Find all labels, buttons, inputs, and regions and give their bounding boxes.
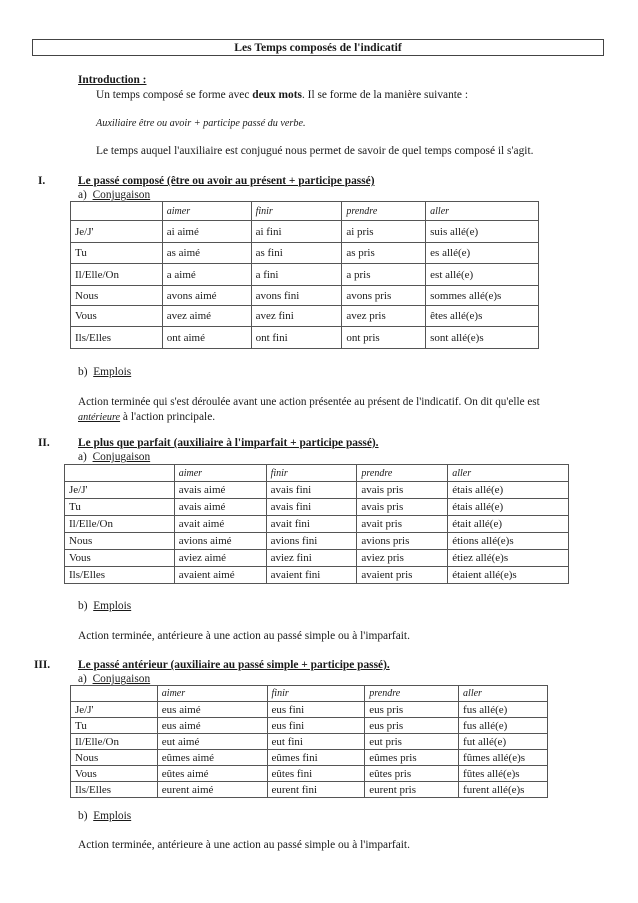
table-cell: suis allé(e) [426, 221, 539, 243]
table-cell: étiez allé(e)s [448, 550, 569, 567]
table-cell: Nous [65, 533, 175, 550]
table-row [71, 306, 539, 327]
table-header-cell: aller [426, 202, 539, 221]
table-row [65, 550, 569, 567]
table-cell: avais fini [266, 499, 357, 516]
section-3-emplois-line-1: Action terminée, antérieure à une action au passé simple ou à l'imparfait. [78, 839, 410, 851]
section-3-sub-b [78, 810, 131, 822]
table-row [65, 567, 569, 584]
table-row [65, 516, 569, 533]
table-row [71, 718, 548, 734]
table-cell: aviez aimé [174, 550, 266, 567]
table-header-cell: finir [267, 686, 365, 702]
table-cell: avez fini [251, 306, 342, 327]
table-cell: Tu [65, 499, 175, 516]
table-cell: fûtes allé(e)s [459, 766, 548, 782]
table-cell: eut aimé [157, 734, 267, 750]
table-header-cell: finir [266, 465, 357, 482]
section-3-heading: Le passé antérieur (auxiliaire au passé simple + participe passé). [78, 659, 390, 671]
table-cell: eus pris [365, 702, 459, 718]
intro-formula: Auxiliaire être ou avoir + participe passé du verbe. [96, 118, 306, 129]
intro-line-1-bold: deux mots [252, 89, 302, 101]
table-cell: avez aimé [162, 306, 251, 327]
table-cell: fut allé(e) [459, 734, 548, 750]
intro-line-1-end: . Il se forme de la manière suivante : [301, 89, 469, 101]
table-cell: sont allé(e)s [426, 327, 539, 349]
table-row [71, 286, 539, 306]
table-row [71, 702, 548, 718]
section-2-heading: Le plus que parfait (auxiliaire à l'imparfait + participe passé). [78, 437, 379, 449]
table-cell: eus aimé [157, 718, 267, 734]
section-3-sub-b-letter: b) [78, 810, 88, 822]
table-cell: avons pris [342, 286, 426, 306]
section-1-emplois-rest: à l'action principale. [120, 411, 216, 423]
table-header-cell: aller [448, 465, 569, 482]
section-3-sub-a-label: Conjugaison [92, 673, 151, 685]
table-header-cell: prendre [342, 202, 426, 221]
table-row [71, 782, 548, 798]
section-1-sub-a-letter: a) [78, 189, 87, 201]
table-cell: Vous [71, 306, 163, 327]
table-cell: avais fini [266, 482, 357, 499]
table-cell: furent allé(e)s [459, 782, 548, 798]
table-cell: a pris [342, 264, 426, 286]
table-cell: eûmes fini [267, 750, 365, 766]
intro-line-1 [96, 89, 468, 101]
section-1-sub-b [78, 366, 131, 378]
table-row [65, 482, 569, 499]
intro-line-3: Le temps auquel l'auxiliaire est conjugué nous permet de savoir de quel temps composé il s'agit. [96, 145, 534, 157]
table-cell: avais aimé [174, 482, 266, 499]
table-cell: avaient pris [357, 567, 448, 584]
table-cell: Je/J' [65, 482, 175, 499]
table-cell: a fini [251, 264, 342, 286]
table-header-cell: aimer [162, 202, 251, 221]
table-cell: Vous [71, 766, 158, 782]
table-cell: avions pris [357, 533, 448, 550]
table-cell: a aimé [162, 264, 251, 286]
section-3-number: III. [34, 659, 51, 671]
table-cell: as fini [251, 243, 342, 264]
table-header-cell: prendre [357, 465, 448, 482]
table-cell: Ils/Elles [65, 567, 175, 584]
table-cell: Je/J' [71, 702, 158, 718]
table-cell: Il/Elle/On [65, 516, 175, 533]
section-1-number: I. [38, 175, 46, 187]
table-header-row [65, 465, 569, 482]
table-cell: as aimé [162, 243, 251, 264]
section-2-sub-b [78, 600, 131, 612]
table-row [71, 750, 548, 766]
table-cell: était allé(e) [448, 516, 569, 533]
table-cell: ont pris [342, 327, 426, 349]
table-cell: avais pris [357, 499, 448, 516]
table-cell: ai fini [251, 221, 342, 243]
table-header-cell [71, 202, 163, 221]
conjugation-table-passe-compose [70, 201, 539, 349]
table-header-row [71, 686, 548, 702]
table-cell: Nous [71, 750, 158, 766]
table-cell: avais aimé [174, 499, 266, 516]
table-cell: eut pris [365, 734, 459, 750]
section-2-emplois-line-1: Action terminée, antérieure à une action au passé simple ou à l'imparfait. [78, 630, 410, 642]
table-cell: eus aimé [157, 702, 267, 718]
table-cell: avions fini [266, 533, 357, 550]
table-cell: fûmes allé(e)s [459, 750, 548, 766]
table-cell: eus fini [267, 702, 365, 718]
section-3-sub-a [78, 673, 150, 685]
table-cell: avais pris [357, 482, 448, 499]
section-1-emplois-italic: antérieure [78, 412, 121, 423]
section-2-sub-b-label: Emplois [93, 600, 132, 612]
table-cell: eurent aimé [157, 782, 267, 798]
conjugation-table-passe-anterieur [70, 685, 548, 798]
table-cell: est allé(e) [426, 264, 539, 286]
table-row [71, 243, 539, 264]
table-cell: as pris [342, 243, 426, 264]
table-cell: eus pris [365, 718, 459, 734]
section-1-sub-a [78, 189, 150, 201]
table-header-cell: aimer [157, 686, 267, 702]
table-cell: avaient fini [266, 567, 357, 584]
table-cell: étions allé(e)s [448, 533, 569, 550]
table-cell: Ils/Elles [71, 782, 158, 798]
table-cell: êtes allé(e)s [426, 306, 539, 327]
table-row [65, 499, 569, 516]
table-cell: eurent pris [365, 782, 459, 798]
table-cell: avait pris [357, 516, 448, 533]
table-cell: avons aimé [162, 286, 251, 306]
section-2-sub-a-letter: a) [78, 451, 87, 463]
table-header-cell: aimer [174, 465, 266, 482]
table-header-row [71, 202, 539, 221]
section-1-sub-b-letter: b) [78, 366, 88, 378]
table-cell: avaient aimé [174, 567, 266, 584]
table-cell: Il/Elle/On [71, 264, 163, 286]
section-2-number: II. [38, 437, 50, 449]
section-1-sub-b-label: Emplois [93, 366, 132, 378]
table-cell: eus fini [267, 718, 365, 734]
section-1-emplois-line-2 [78, 411, 215, 423]
table-row [71, 734, 548, 750]
table-cell: Ils/Elles [71, 327, 163, 349]
table-header-cell: aller [459, 686, 548, 702]
intro-heading: Introduction : [78, 74, 147, 86]
table-cell: eurent fini [267, 782, 365, 798]
table-cell: eûtes fini [267, 766, 365, 782]
table-header-cell: prendre [365, 686, 459, 702]
table-row [65, 533, 569, 550]
section-1-sub-a-label: Conjugaison [92, 189, 151, 201]
table-cell: ont fini [251, 327, 342, 349]
section-3-sub-b-label: Emplois [93, 810, 132, 822]
table-cell: avait fini [266, 516, 357, 533]
table-cell: étais allé(e) [448, 499, 569, 516]
section-2-sub-b-letter: b) [78, 600, 88, 612]
table-cell: avons fini [251, 286, 342, 306]
table-row [71, 766, 548, 782]
table-cell: Tu [71, 243, 163, 264]
table-cell: avions aimé [174, 533, 266, 550]
table-cell: es allé(e) [426, 243, 539, 264]
section-3-sub-a-letter: a) [78, 673, 87, 685]
table-row [71, 221, 539, 243]
table-cell: ont aimé [162, 327, 251, 349]
table-cell: Nous [71, 286, 163, 306]
table-cell: ai pris [342, 221, 426, 243]
table-cell: fus allé(e) [459, 718, 548, 734]
conjugation-table-plus-que-parfait [64, 464, 569, 584]
table-cell: aviez fini [266, 550, 357, 567]
table-cell: eut fini [267, 734, 365, 750]
table-cell: fus allé(e) [459, 702, 548, 718]
table-cell: étais allé(e) [448, 482, 569, 499]
table-header-cell: finir [251, 202, 342, 221]
section-2-sub-a [78, 451, 150, 463]
section-2-sub-a-label: Conjugaison [92, 451, 151, 463]
table-cell: aviez pris [357, 550, 448, 567]
table-header-cell [71, 686, 158, 702]
intro-line-1-start: Un temps composé se forme avec [96, 89, 253, 101]
table-cell: eûmes pris [365, 750, 459, 766]
table-cell: ai aimé [162, 221, 251, 243]
table-row [71, 327, 539, 349]
table-cell: eûtes aimé [157, 766, 267, 782]
table-cell: avez pris [342, 306, 426, 327]
table-cell: Tu [71, 718, 158, 734]
table-cell: Il/Elle/On [71, 734, 158, 750]
page-title: Les Temps composés de l'indicatif [32, 39, 604, 56]
section-1-emplois-line-1: Action terminée qui s'est déroulée avant une action présentée au présent de l'indicatif. On dit qu'elle est [78, 396, 540, 408]
table-cell: avait aimé [174, 516, 266, 533]
table-cell: eûtes pris [365, 766, 459, 782]
table-cell: Vous [65, 550, 175, 567]
section-1-heading: Le passé composé (être ou avoir au présent + participe passé) [78, 175, 375, 187]
table-cell: étaient allé(e)s [448, 567, 569, 584]
table-cell: eûmes aimé [157, 750, 267, 766]
table-cell: sommes allé(e)s [426, 286, 539, 306]
table-cell: Je/J' [71, 221, 163, 243]
table-header-cell [65, 465, 175, 482]
table-row [71, 264, 539, 286]
